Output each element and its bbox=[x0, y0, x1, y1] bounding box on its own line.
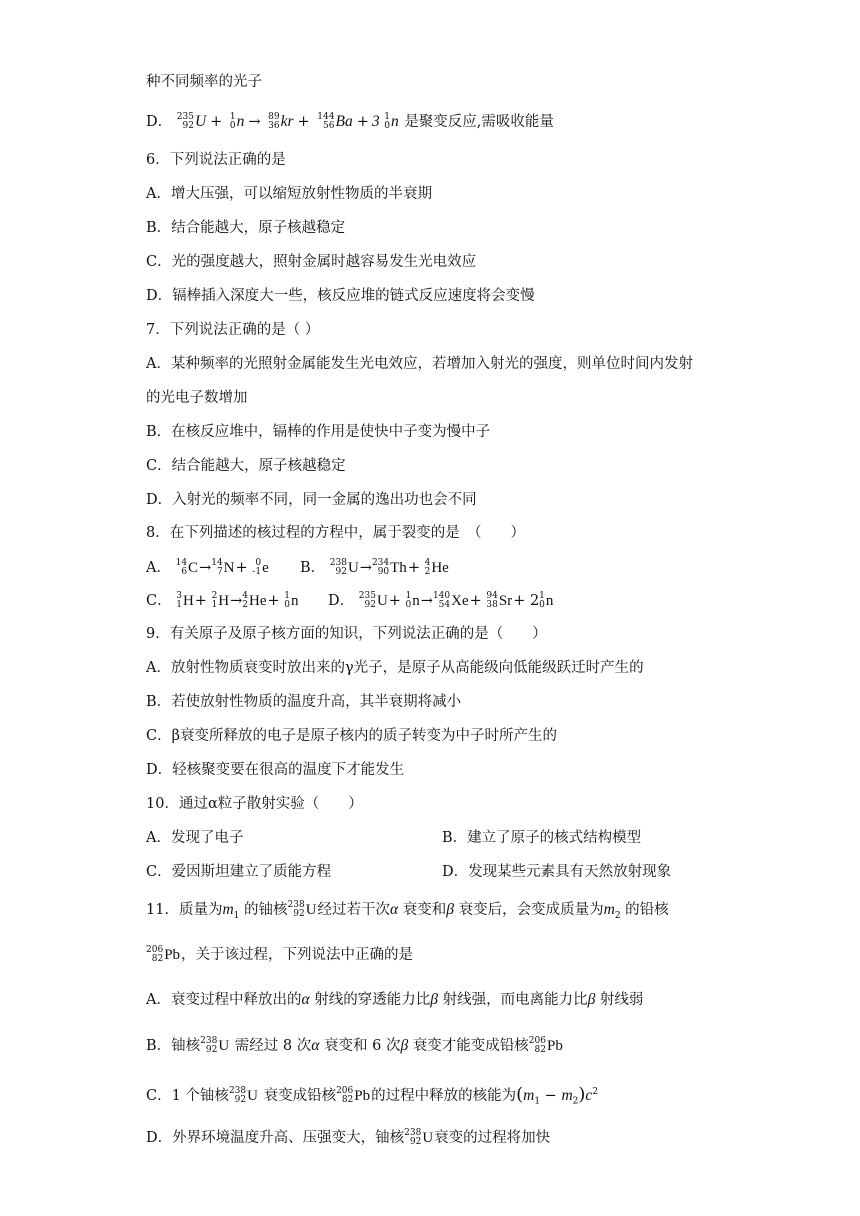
question-8: 8．在下列描述的核过程的方程中，属于裂变的是 （ ） bbox=[146, 525, 525, 541]
q6-option-b: B．结合能越大，原子核越稳定 bbox=[146, 220, 346, 236]
q9-option-c: C．β衰变所释放的电子是原子核内的质子转变为中子时所产生的 bbox=[146, 728, 557, 744]
q8-option-a: A． 14 6 C→ 14 7 N+ 0 -1 e bbox=[146, 558, 269, 577]
q8-option-d: D． 235 92 U+ 1 0 n→ 140 54 Xe+ 94 38 Sr+ 2 1 0 n bbox=[328, 591, 554, 610]
q10-option-c: C．爱因斯坦建立了质能方程 bbox=[146, 864, 332, 880]
q10-option-a: A．发现了电子 bbox=[146, 830, 244, 846]
q10-option-b: B．建立了原子的核式结构模型 bbox=[442, 830, 642, 846]
q7-option-c: C．结合能越大，原子核越稳定 bbox=[146, 458, 346, 474]
q9-option-b: B．若使放射性物质的温度升高，其半衰期将减小 bbox=[146, 694, 462, 710]
q11-option-a: A．衰变过程中释放出的α 射线的穿透能力比β 射线强，而电离能力比β 射线弱 bbox=[146, 991, 644, 1008]
q8-option-b: B． 238 92 U→ 234 90 Th+ 4 2 He bbox=[300, 558, 449, 577]
q11-option-b: B．铀核 238 92 U 需经过 8 次α 衰变和 6 次β 衰变才能变成铅核 206 82 Pb bbox=[146, 1036, 563, 1055]
q7-option-a-cont: 的光电子数增加 bbox=[146, 390, 248, 406]
q6-option-c: C．光的强度越大，照射金属时越容易发生光电效应 bbox=[146, 254, 477, 270]
text-line: 种不同频率的光子 bbox=[146, 74, 262, 90]
q6-option-d: D．镉棒插入深度大一些，核反应堆的链式反应速度将会变慢 bbox=[146, 288, 535, 304]
q9-option-a: A．放射性物质衰变时放出来的γ光子，是原子从高能级向低能级跃迁时产生的 bbox=[146, 660, 644, 676]
q7-option-d: D．入射光的频率不同，同一金属的逸出功也会不同 bbox=[146, 492, 477, 508]
q7-option-b: B．在核反应堆中，镉棒的作用是使快中子变为慢中子 bbox=[146, 424, 491, 440]
question-10: 10．通过α粒子散射实验（ ） bbox=[146, 796, 363, 812]
q5-option-d: D． 235 92 U + 1 0 n → 89 36 kr + 144 56 Ba + 3 1 0 n 是聚变反应,需吸收能量 bbox=[146, 112, 554, 131]
q11-option-c: C．1 个铀核 238 92 U 衰变成铅核 206 82 Pb的过程中释放的核能为$(m_1 - m_2)c^2$ bbox=[146, 1083, 599, 1107]
question-7: 7．下列说法正确的是（ ） bbox=[146, 322, 320, 338]
q10-option-d: D．发现某些元素具有天然放射现象 bbox=[442, 864, 672, 880]
question-9: 9．有关原子及原子核方面的知识，下列说法正确的是（ ） bbox=[146, 626, 547, 642]
q8-option-c: C． 3 1 H+ 2 1 H→ 4 2 He+ 1 0 n bbox=[146, 591, 299, 610]
question-6: 6．下列说法正确的是 bbox=[146, 152, 286, 168]
question-11-cont: 206 82 Pb，关于该过程，下列说法中正确的是 bbox=[146, 945, 414, 964]
question-11: 11．质量为$m_1$ 的铀核 238 92 U经过若干次α 衰变和β 衰变后，会变成质量为$m_2$ 的铅核 bbox=[146, 900, 669, 921]
q11-option-d: D．外界环境温度升高、压强变大，铀核 238 92 U衰变的过程将加快 bbox=[146, 1128, 551, 1147]
q7-option-a: A．某种频率的光照射金属能发生光电效应，若增加入射光的强度，则单位时间内发射 bbox=[146, 356, 693, 372]
q9-option-d: D．轻核聚变要在很高的温度下才能发生 bbox=[146, 762, 405, 778]
q6-option-a: A．增大压强，可以缩短放射性物质的半衰期 bbox=[146, 186, 432, 202]
